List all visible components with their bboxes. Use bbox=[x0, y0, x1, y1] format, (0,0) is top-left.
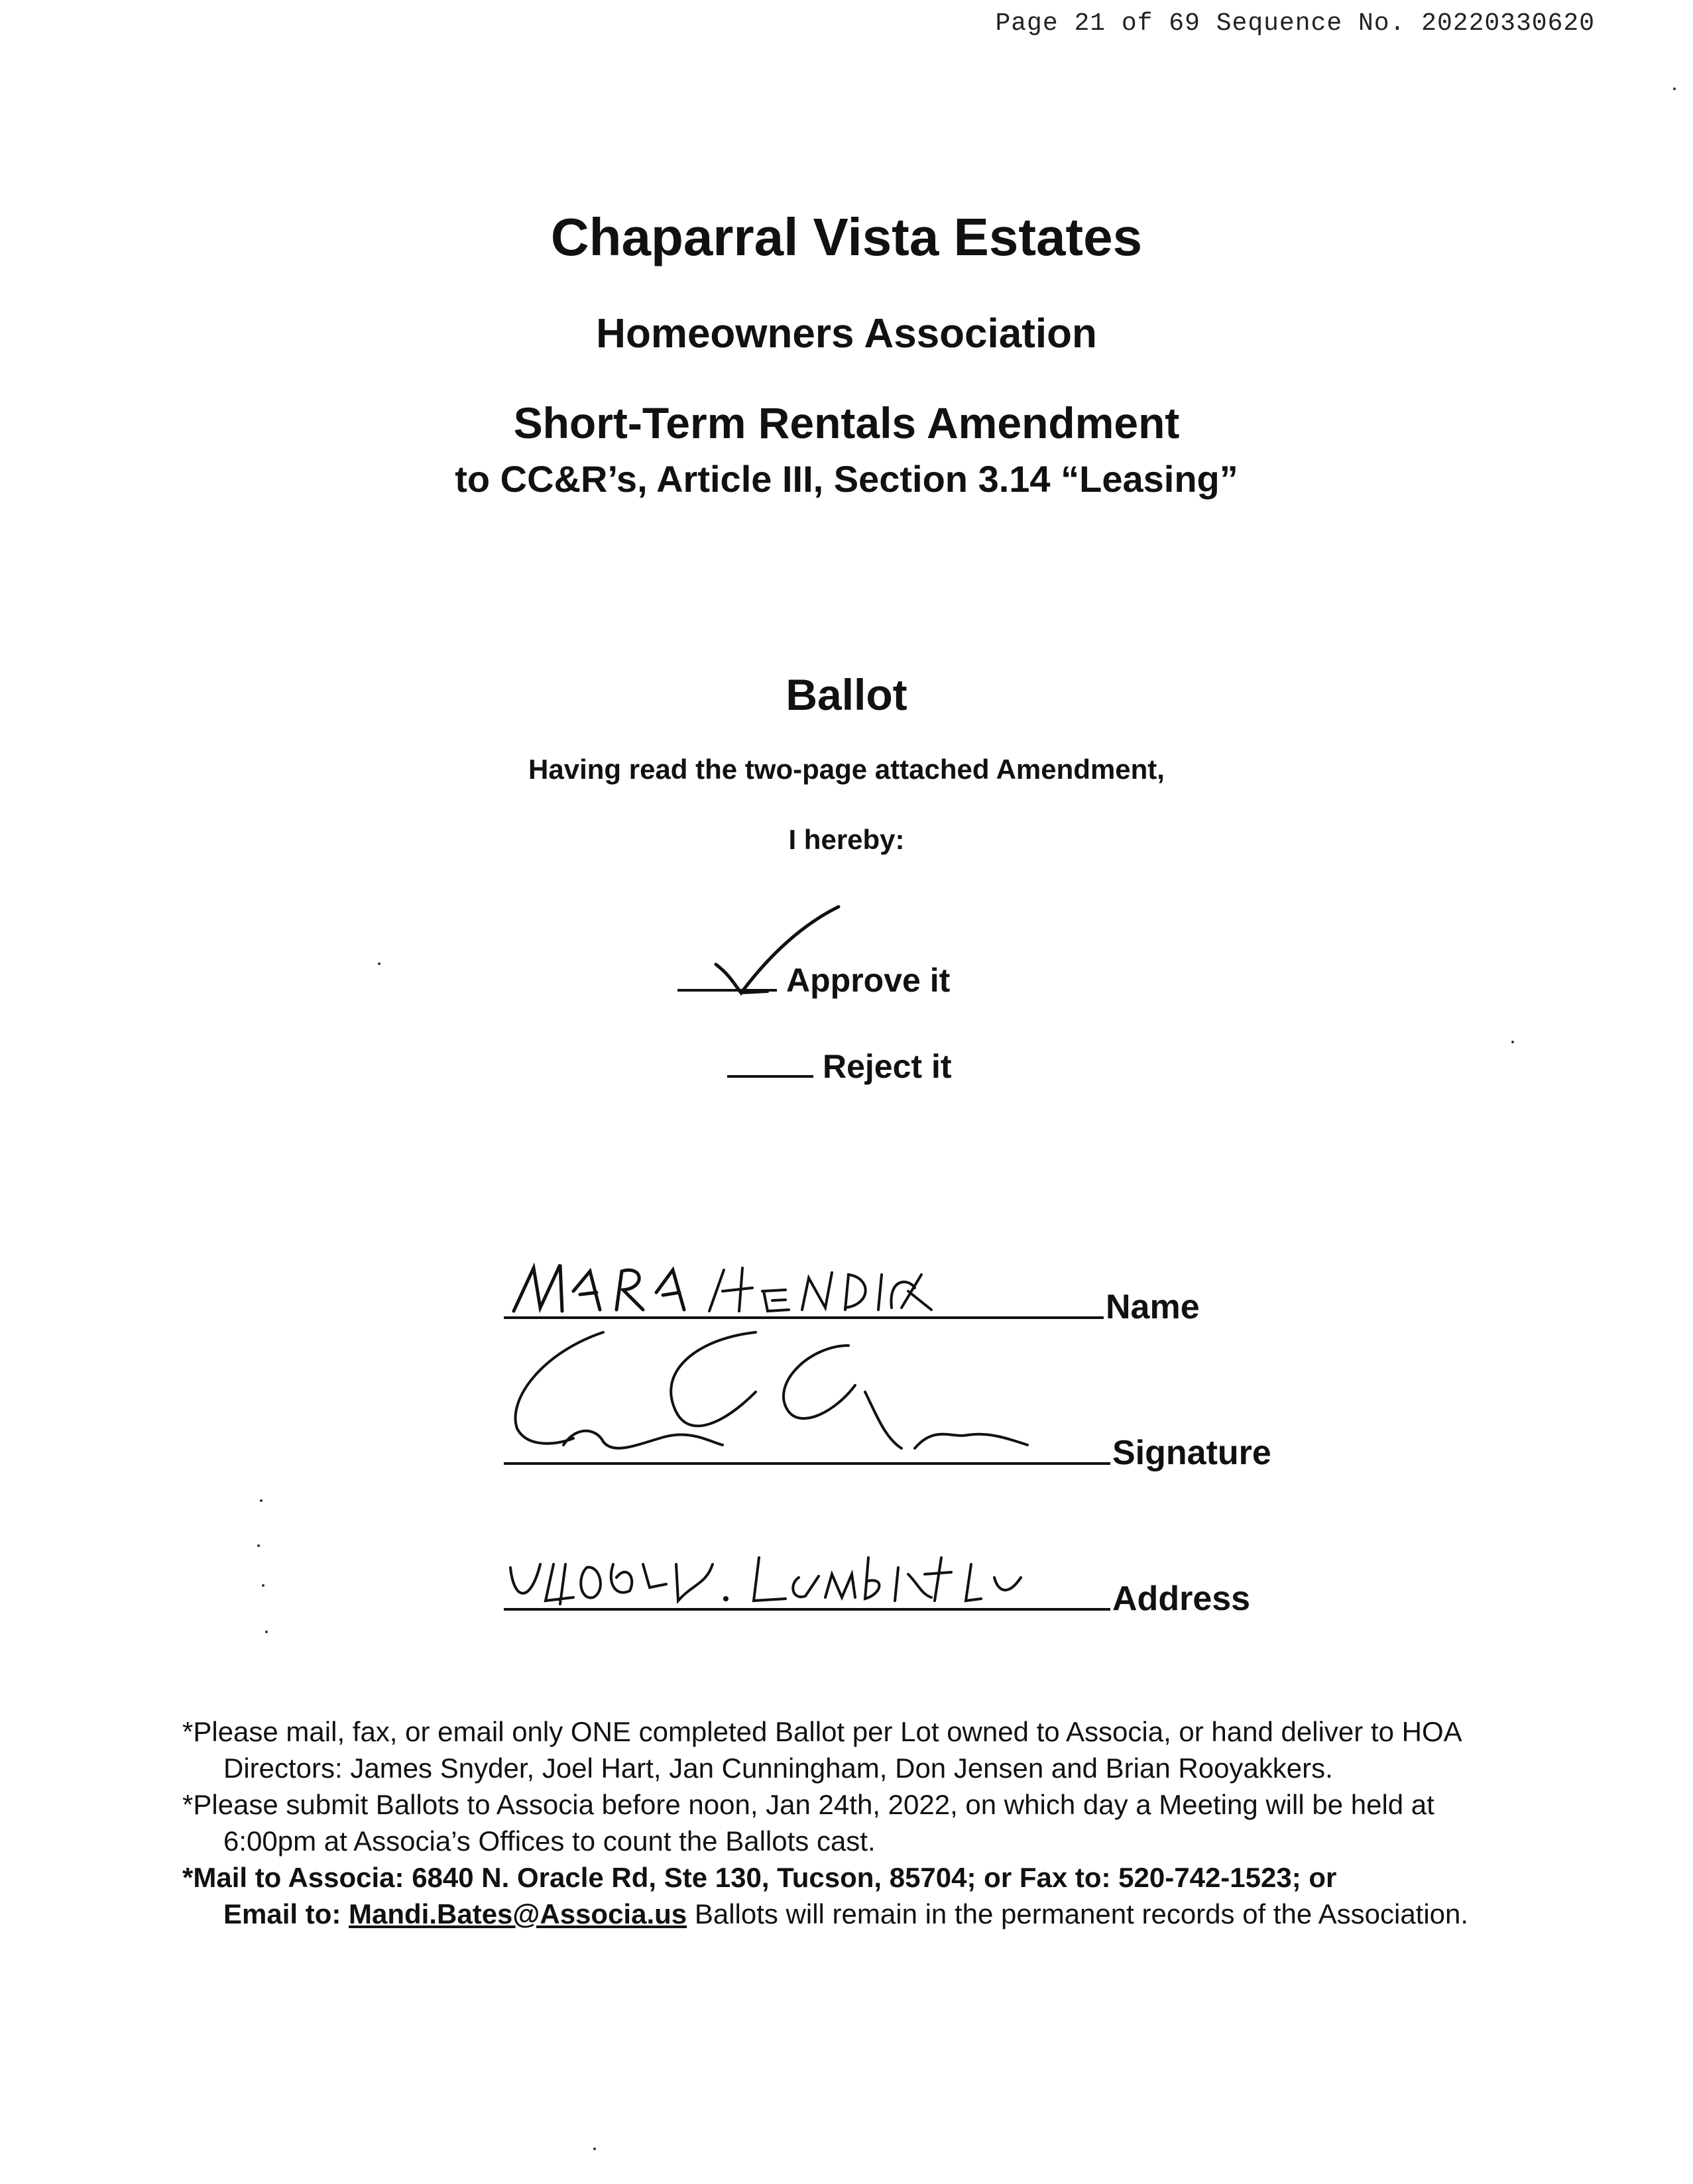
scan-speck bbox=[1511, 1041, 1514, 1043]
mail-address-text: *Mail to Associa: 6840 N. Oracle Rd, Ste 130, Tucson, 85704; or Fax to: 520-742-1523; or bbox=[182, 1862, 1337, 1893]
instruction-line-1: *Please mail, fax, or email only ONE completed Ballot per Lot owned to Associa, or hand deliver to HOA bbox=[182, 1716, 1462, 1747]
scan-speck bbox=[260, 1499, 263, 1502]
reject-blank[interactable] bbox=[727, 1072, 813, 1078]
handwritten-address bbox=[507, 1538, 1024, 1611]
checkmark-icon bbox=[703, 901, 848, 1001]
approve-label: Approve it bbox=[786, 962, 951, 999]
email-prefix: Email to: bbox=[223, 1898, 341, 1929]
address-field[interactable] bbox=[504, 1538, 1299, 1618]
address-line bbox=[504, 1608, 1110, 1611]
read-statement: Having read the two-page attached Amendment, bbox=[528, 754, 1165, 785]
reject-option[interactable] bbox=[727, 1047, 952, 1086]
signature-label: Signature bbox=[1112, 1434, 1271, 1472]
scan-speck bbox=[593, 2148, 596, 2150]
handwritten-name bbox=[510, 1251, 935, 1318]
name-label: Name bbox=[1106, 1288, 1200, 1326]
instructions bbox=[182, 1713, 1508, 1932]
scan-speck bbox=[265, 1631, 268, 1633]
scan-speck bbox=[378, 962, 380, 965]
instruction-line-4: 6:00pm at Associa’s Offices to count the Ballots cast. bbox=[223, 1825, 876, 1857]
address-label: Address bbox=[1112, 1580, 1251, 1618]
scan-speck bbox=[257, 1544, 260, 1547]
name-field[interactable] bbox=[504, 1246, 1233, 1326]
instruction-line-3: *Please submit Ballots to Associa before noon, Jan 24th, 2022, on which day a Meeting will be held at bbox=[182, 1789, 1434, 1820]
scan-speck bbox=[1673, 87, 1676, 90]
ballot-heading: Ballot bbox=[786, 670, 907, 719]
hereby-text: I hereby: bbox=[788, 824, 905, 855]
amendment-title: Short-Term Rentals Amendment bbox=[513, 398, 1180, 447]
document-title: Chaparral Vista Estates bbox=[550, 207, 1143, 266]
handwritten-signature bbox=[504, 1312, 1047, 1471]
amendment-reference: to CC&R’s, Article III, Section 3.14 “Leasing” bbox=[455, 458, 1238, 500]
records-text: Ballots will remain in the permanent records of the Association. bbox=[687, 1898, 1469, 1929]
reject-label: Reject it bbox=[823, 1048, 952, 1085]
document-subtitle: Homeowners Association bbox=[596, 311, 1097, 357]
signature-line bbox=[504, 1462, 1110, 1465]
instruction-line-5 bbox=[182, 1859, 1508, 1896]
instruction-line-6 bbox=[182, 1896, 1508, 1932]
scan-speck bbox=[262, 1584, 264, 1587]
instruction-line-2: Directors: James Snyder, Joel Hart, Jan Cunningham, Don Jensen and Brian Rooyakkers. bbox=[223, 1753, 1333, 1784]
email-link[interactable]: Mandi.Bates@Associa.us bbox=[349, 1898, 687, 1929]
signature-field[interactable] bbox=[504, 1392, 1299, 1472]
page-sequence-header: Page 21 of 69 Sequence No. 20220330620 bbox=[995, 9, 1595, 38]
